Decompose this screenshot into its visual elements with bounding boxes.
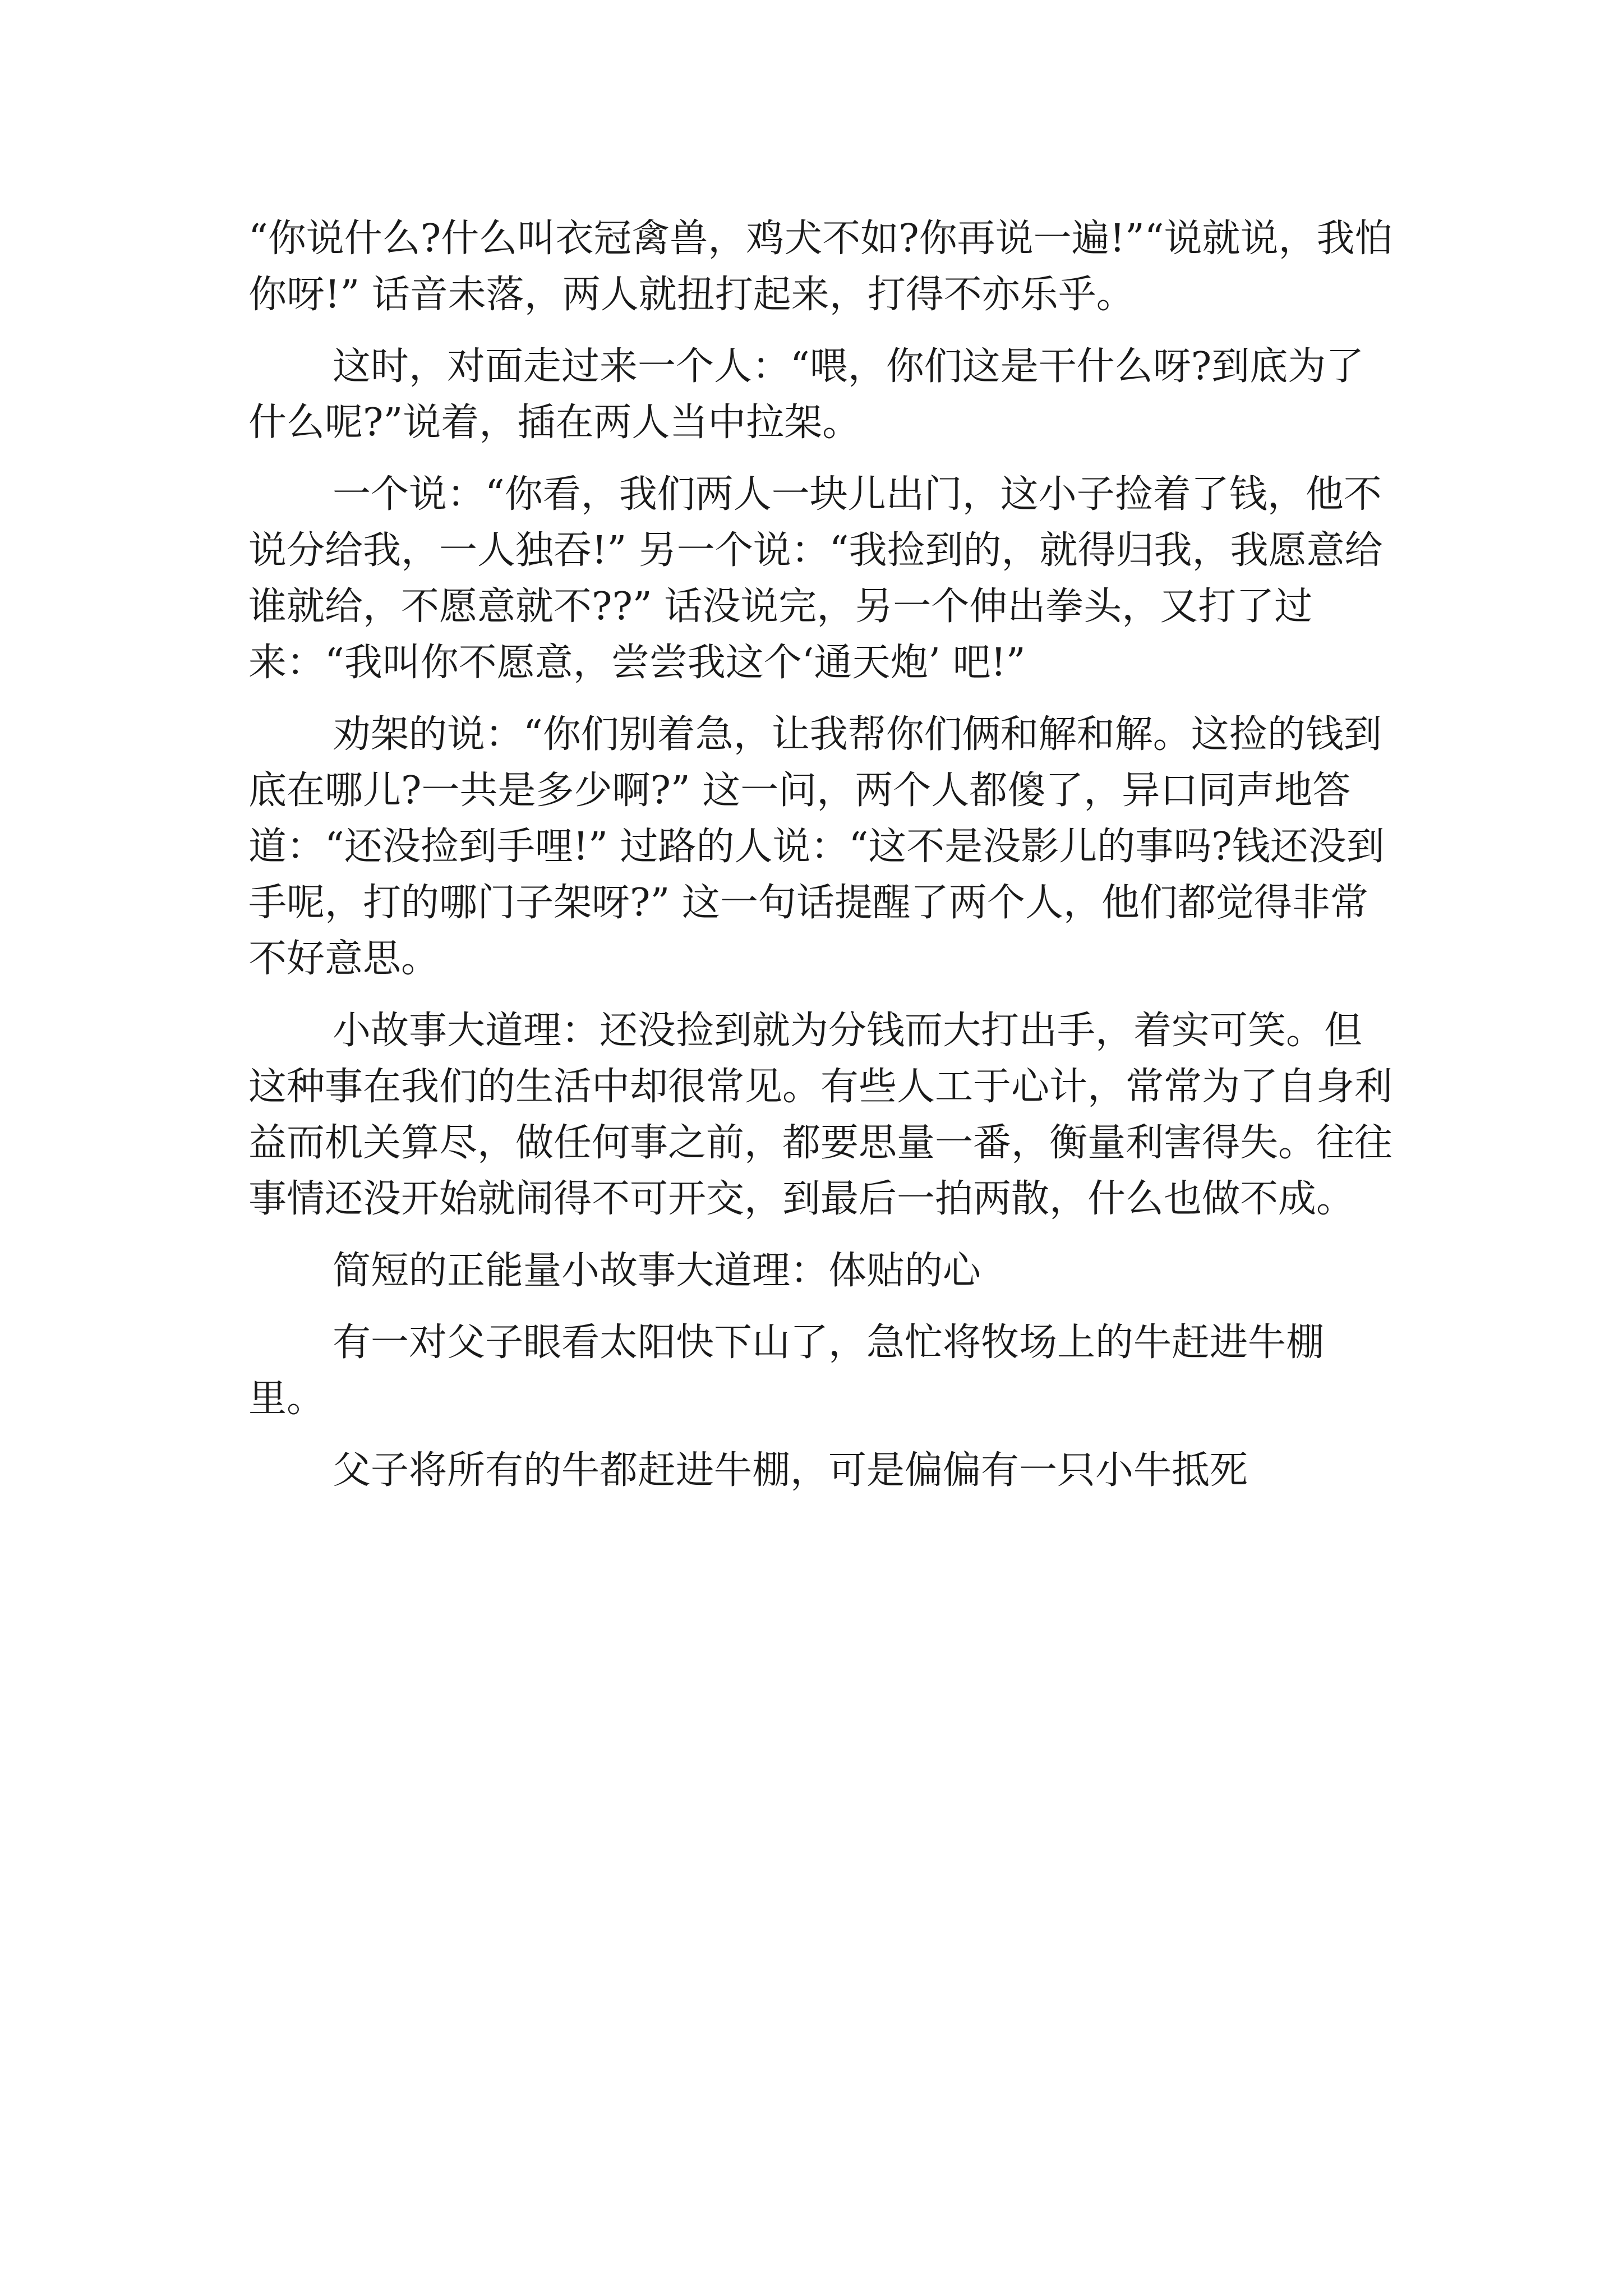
- paragraph-calf: 父子将所有的牛都赶进牛棚，可是偏偏有一只小牛抵死: [333, 1448, 1248, 1493]
- paragraph-mediator: 劝架的说：“你们别着急，让我帮你们俩和解和解。这捡的钱到底在哪儿?一共是多少啊?” 这一问，两个人都傻了，异口同声地答道：“还没捡到手哩!” 过路的人说：“这不是没影儿的事吗?钱还没到手呢，打的哪门子架呀?” 这一句话提醒了两个人，他们都觉得非常不好意思。: [248, 712, 1385, 981]
- paragraph-moral: 小故事大道理：还没捡到就为分钱而大打出手，着实可笑。但这种事在我们的生活中却很常见。有些人工于心计，常常为了自身利益而机关算尽，做任何事之前，都要思量一番，衡量利害得失。往往事情还没开始就闹得不可开交，到最后一拍两散，什么也做不成。: [248, 1009, 1393, 1221]
- paragraph-passerby: 这时，对面走过来一个人：“喂，你们这是干什么呀?到底为了什么呢?”说着，插在两人当中拉架。: [248, 344, 1364, 445]
- paragraph-father-son: 有一对父子眼看太阳快下山了，急忙将牧场上的牛赶进牛棚里。: [248, 1320, 1325, 1421]
- section-heading: 简短的正能量小故事大道理：体贴的心: [333, 1249, 981, 1293]
- paragraph-argument: 一个说：“你看，我们两人一块儿出门，这小子捡着了钱，他不说分给我，一人独吞!” 另一个说：“我捡到的，就得归我，我愿意给谁就给，不愿意就不??” 话没说完，另一个伸出拳头，又打了过来：“我叫你不愿意，尝尝我这个‘通天炮’ 吧!”: [248, 472, 1383, 685]
- paragraph-quarrel: “你说什么?什么叫衣冠禽兽，鸡犬不如?你再说一遍!”“说就说，我怕你呀!” 话音未落，两人就扭打起来，打得不亦乐乎。: [248, 217, 1393, 317]
- document-body: [248, 211, 1395, 1515]
